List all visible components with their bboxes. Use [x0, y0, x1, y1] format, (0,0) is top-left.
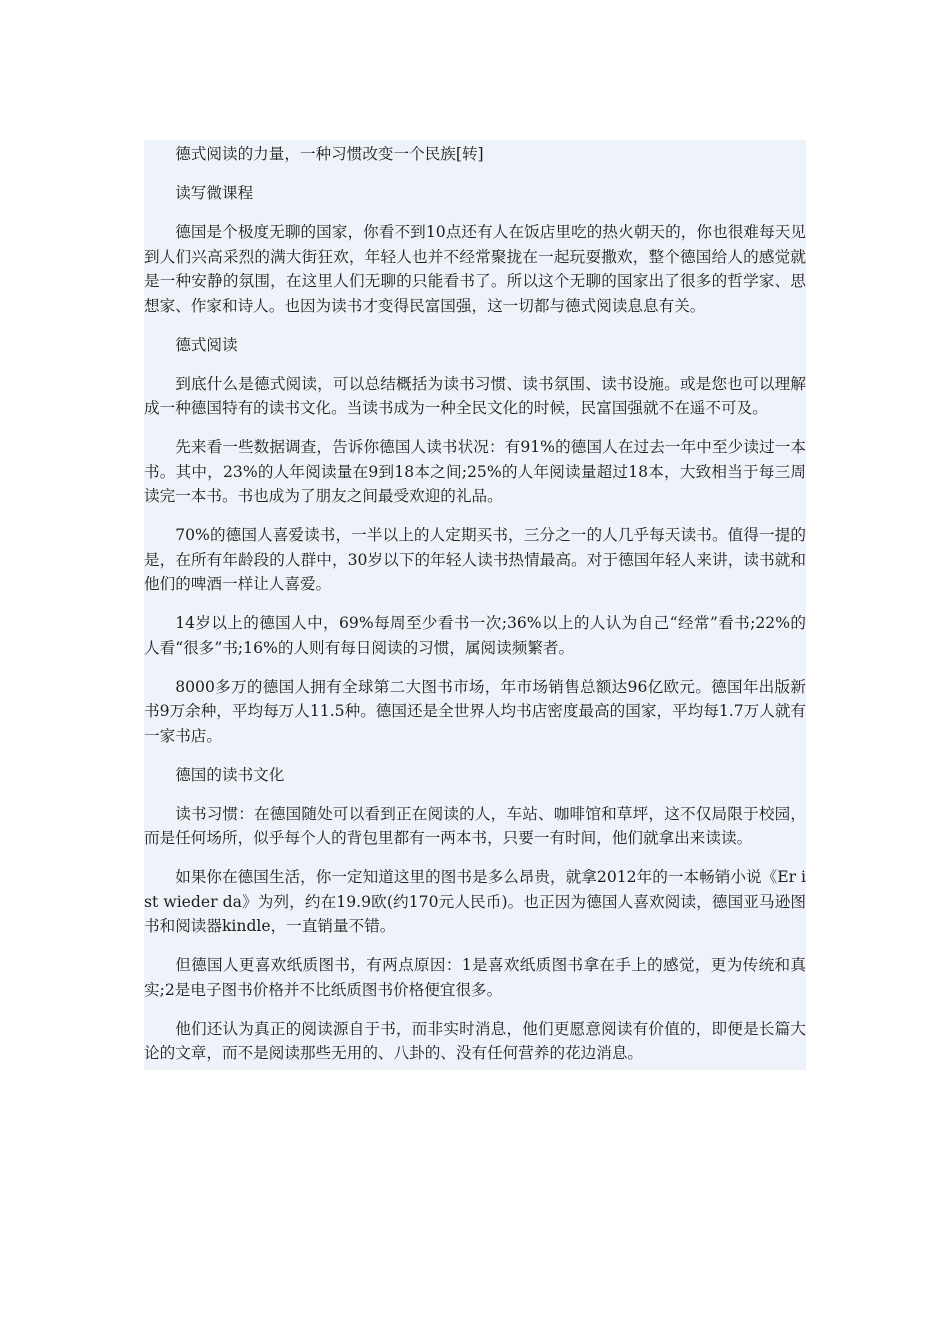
paragraph: 但德国人更喜欢纸质图书，有两点原因：1是喜欢纸质图书拿在手上的感觉，更为传统和真实;2是电子图书价格并不比纸质图书价格便宜很多。	[144, 956, 806, 999]
paragraph: 他们还认为真正的阅读源自于书，而非实时消息，他们更愿意阅读有价值的，即便是长篇大论的文章，而不是阅读那些无用的、八卦的、没有任何营养的花边消息。	[144, 1019, 806, 1062]
paragraph: 先来看一些数据调查，告诉你德国人读书状况：有91%的德国人在过去一年中至少读过一本书。其中，23%的人年阅读量在9到18本之间;25%的人年阅读量超过18本，大致相当于每三周读完一本书。书也成为了朋友之间最受欢迎的礼品。	[144, 438, 806, 505]
paragraph: 14岁以上的德国人中，69%每周至少看书一次;36%以上的人认为自己“经常”看书;22%的人看“很多”书;16%的人则有每日阅读的习惯，属阅读频繁者。	[144, 614, 806, 657]
article-title: 德式阅读的力量，一种习惯改变一个民族[转]	[175, 145, 484, 163]
paragraph: 70%的德国人喜爱读书，一半以上的人定期买书，三分之一的人几乎每天读书。值得一提的是，在所有年龄段的人群中，30岁以下的年轻人读书热情最高。对于德国年轻人来讲，读书就和他们的啤酒一样让人喜爱。	[144, 526, 806, 593]
paragraph: 8000多万的德国人拥有全球第二大图书市场，年市场销售总额达96亿欧元。德国年出版新书9万余种，平均每万人11.5种。德国还是全世界人均书店密度最高的国家，平均每1.7万人就有一家书店。	[144, 677, 807, 745]
article-subtitle: 读写微课程	[175, 184, 254, 202]
article-body	[144, 140, 806, 1070]
paragraph: 到底什么是德式阅读，可以总结概括为读书习惯、读书氛围、读书设施。或是您也可以理解成一种德国特有的读书文化。当读书成为一种全民文化的时候，民富国强就不在遥不可及。	[144, 374, 806, 417]
paragraph: 如果你在德国生活，你一定知道这里的图书是多么昂贵，就拿2012年的一本畅销小说《Er ist wieder da》为列，约在19.9欧(约170元人民币)。也正因为德国人喜欢阅读，德国亚马逊图书和阅读器kindle，一直销量不错。	[144, 868, 806, 935]
section-heading: 德国的读书文化	[175, 765, 285, 784]
paragraph: 德国是个极度无聊的国家，你看不到10点还有人在饭店里吃的热火朝天的，你也很难每天见到人们兴高采烈的满大街狂欢，年轻人也并不经常聚拢在一起玩耍撒欢，整个德国给人的感觉就是一种安静的氛围，在这里人们无聊的只能看书了。所以这个无聊的国家出了很多的哲学家、思想家、作家和诗人。也因为读书才变得民富国强，这一切都与德式阅读息息有关。	[144, 223, 806, 315]
section-heading: 德式阅读	[175, 335, 238, 354]
paragraph: 读书习惯：在德国随处可以看到正在阅读的人，车站、咖啡馆和草坪，这不仅局限于校园，而是任何场所，似乎每个人的背包里都有一两本书，只要一有时间，他们就拿出来读读。	[144, 804, 806, 847]
